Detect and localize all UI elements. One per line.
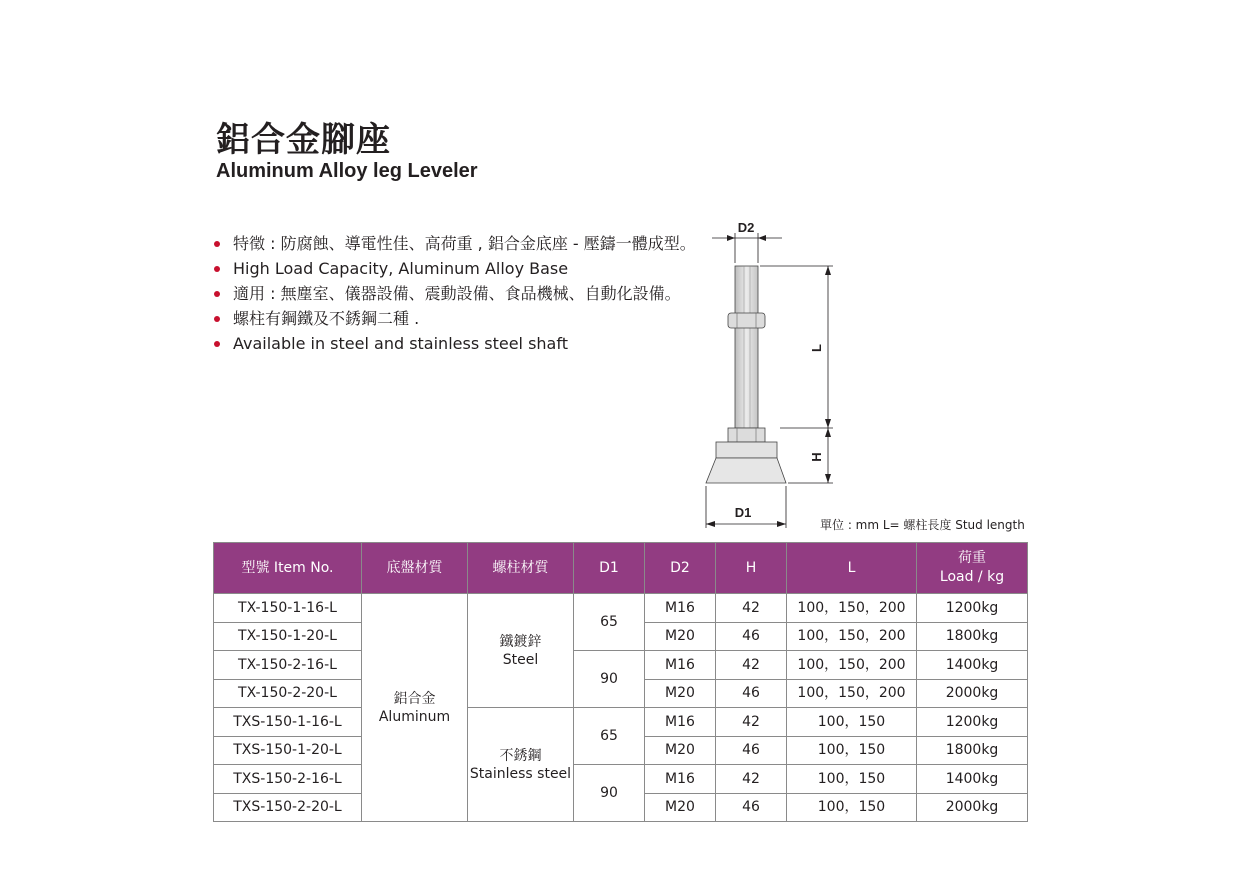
d2-arrow-right <box>758 235 766 241</box>
table-header-row <box>214 543 1028 594</box>
stud-material-zh: 鐵鍍鋅 <box>499 633 542 650</box>
h-label: H <box>809 452 824 462</box>
bullet-icon <box>214 241 220 247</box>
cell-d1: 65 <box>574 708 645 765</box>
feature-item <box>212 281 696 306</box>
cell-item-no: TXS-150-2-20-L <box>214 793 362 822</box>
header-h: H <box>716 543 787 594</box>
cell-load: 1400kg <box>917 651 1028 680</box>
table-row <box>214 594 1028 623</box>
cell-item-no: TX-150-2-16-L <box>214 651 362 680</box>
cell-item-no: TXS-150-2-16-L <box>214 765 362 794</box>
cell-item-no: TXS-150-1-16-L <box>214 708 362 737</box>
cell-h: 42 <box>716 708 787 737</box>
d2-arrow-left <box>727 235 735 241</box>
cell-d2: M16 <box>645 765 716 794</box>
cell-h: 42 <box>716 765 787 794</box>
feature-item <box>212 231 696 256</box>
cell-h: 46 <box>716 679 787 708</box>
cell-l: 100，150 <box>787 736 917 765</box>
header-load-zh: 荷重 <box>958 550 986 566</box>
cell-l: 100，150，200 <box>787 679 917 708</box>
hex-nut-top <box>728 313 765 328</box>
cell-h: 46 <box>716 622 787 651</box>
cell-d2: M20 <box>645 736 716 765</box>
product-title-en: Aluminum Alloy leg Leveler <box>216 160 478 182</box>
base-body <box>706 458 786 483</box>
h-arrow-bottom <box>825 474 831 483</box>
bullet-icon <box>214 316 220 322</box>
cell-l: 100，150，200 <box>787 622 917 651</box>
cell-l: 100，150，200 <box>787 651 917 680</box>
cell-l: 100，150，200 <box>787 594 917 623</box>
d1-label: D1 <box>734 505 752 520</box>
base-material-en: Aluminum <box>378 708 451 725</box>
cell-load: 1200kg <box>917 708 1028 737</box>
spec-table <box>213 542 1028 822</box>
cell-load: 2000kg <box>917 793 1028 822</box>
feature-text: 適用 : 無塵室、儀器設備、震動設備、食品機械、自動化設備。 <box>233 284 681 303</box>
feature-item <box>212 331 696 356</box>
bullet-icon <box>214 341 220 347</box>
cell-d1: 90 <box>574 651 645 708</box>
d2-label: D2 <box>737 220 755 235</box>
cell-item-no: TX-150-2-20-L <box>214 679 362 708</box>
table-row <box>214 708 1028 737</box>
cell-load: 1400kg <box>917 765 1028 794</box>
feature-text: 特徵 : 防腐蝕、導電性佳、高荷重 , 鋁合金底座 - 壓鑄一體成型。 <box>233 234 696 253</box>
cell-l: 100，150 <box>787 708 917 737</box>
feature-item <box>212 256 696 281</box>
l-arrow-bottom <box>825 419 831 428</box>
cell-stud-material-steel <box>468 594 574 708</box>
cell-stud-material-stainless <box>468 708 574 822</box>
stud-material-en: Stainless steel <box>469 765 572 782</box>
feature-text: High Load Capacity, Aluminum Alloy Base <box>233 259 569 278</box>
cell-d2: M20 <box>645 793 716 822</box>
cell-load: 1800kg <box>917 622 1028 651</box>
cell-h: 42 <box>716 594 787 623</box>
stud-shaft <box>735 266 758 428</box>
cell-h: 42 <box>716 651 787 680</box>
header-item-no: 型號 Item No. <box>214 543 362 594</box>
leveler-technical-drawing <box>700 215 840 530</box>
cell-item-no: TX-150-1-16-L <box>214 594 362 623</box>
cell-load: 1800kg <box>917 736 1028 765</box>
cell-d2: M20 <box>645 679 716 708</box>
l-arrow-top <box>825 266 831 275</box>
cell-h: 46 <box>716 736 787 765</box>
hex-base-nut <box>728 428 765 442</box>
cell-base-material <box>362 594 468 822</box>
feature-text: 螺柱有鋼鐵及不銹鋼二種 . <box>233 309 420 328</box>
header-stud-material: 螺柱材質 <box>468 543 574 594</box>
base-collar <box>716 442 777 458</box>
stud-material-zh: 不銹鋼 <box>499 747 542 764</box>
cell-d2: M16 <box>645 651 716 680</box>
product-title-zh: 鋁合金腳座 <box>216 120 391 160</box>
bullet-icon <box>214 291 220 297</box>
cell-load: 1200kg <box>917 594 1028 623</box>
table-row <box>214 765 1028 794</box>
cell-d1: 65 <box>574 594 645 651</box>
header-load <box>917 543 1028 594</box>
cell-d2: M16 <box>645 594 716 623</box>
feature-text: Available in steel and stainless steel shaft <box>233 334 568 353</box>
header-d2: D2 <box>645 543 716 594</box>
cell-item-no: TX-150-1-20-L <box>214 622 362 651</box>
header-l: L <box>787 543 917 594</box>
header-base-material: 底盤材質 <box>362 543 468 594</box>
cell-l: 100，150 <box>787 765 917 794</box>
stud-material-en: Steel <box>502 651 539 668</box>
cell-load: 2000kg <box>917 679 1028 708</box>
cell-d2: M20 <box>645 622 716 651</box>
table-row <box>214 651 1028 680</box>
cell-item-no: TXS-150-1-20-L <box>214 736 362 765</box>
cell-d2: M16 <box>645 708 716 737</box>
cell-h: 46 <box>716 793 787 822</box>
feature-list <box>212 231 696 356</box>
cell-d1: 90 <box>574 765 645 822</box>
feature-item <box>212 306 696 331</box>
unit-note: 單位 : mm L= 螺柱長度 Stud length <box>820 518 1025 532</box>
bullet-icon <box>214 266 220 272</box>
d1-arrow-right <box>777 521 786 527</box>
cell-l: 100，150 <box>787 793 917 822</box>
d1-arrow-left <box>706 521 715 527</box>
h-arrow-top <box>825 428 831 437</box>
base-material-zh: 鋁合金 <box>393 690 436 707</box>
header-load-en: Load / kg <box>939 569 1005 585</box>
header-d1: D1 <box>574 543 645 594</box>
l-label: L <box>809 344 824 352</box>
